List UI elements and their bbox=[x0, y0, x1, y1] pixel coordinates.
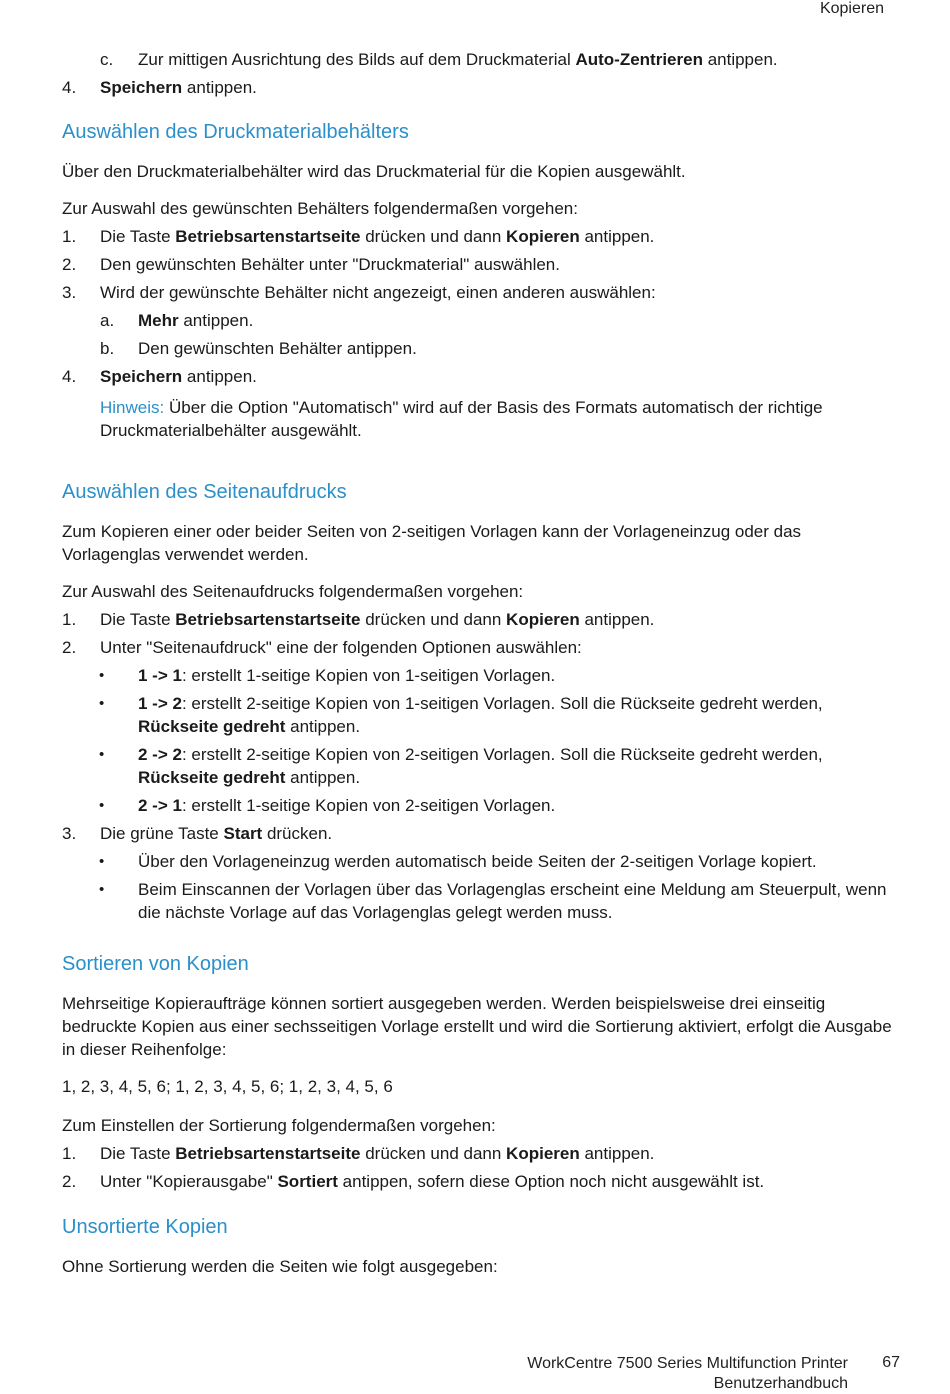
option-text: : erstellt 1-seitige Kopien von 1-seitigen Vorlagen. bbox=[181, 666, 556, 685]
list-item bbox=[62, 76, 892, 99]
bullet-marker: • bbox=[99, 881, 105, 898]
option-label: 1 -> 1 bbox=[138, 666, 182, 685]
option-text: : erstellt 2-seitige Kopien von 1-seitigen Vorlagen. Soll die Rückseite gedreht werden, bbox=[181, 694, 823, 713]
list-marker: 3. bbox=[62, 824, 77, 843]
step-text: antippen. bbox=[702, 50, 778, 69]
section-heading: Sortieren von Kopien bbox=[62, 953, 249, 975]
note bbox=[62, 396, 892, 442]
section-heading: Unsortierte Kopien bbox=[62, 1216, 228, 1238]
ui-term: Sortiert bbox=[277, 1172, 338, 1191]
list-item bbox=[62, 281, 892, 304]
bullet-item bbox=[62, 664, 892, 687]
list-marker: c. bbox=[100, 50, 114, 69]
note-text: Über die Option "Automatisch" wird auf der Basis des Formats automatisch der richtige Druckmaterialbehälter ausgewählt. bbox=[100, 398, 823, 440]
step-text: Wird der gewünschte Behälter nicht angezeigt, einen anderen auswählen: bbox=[100, 283, 656, 302]
option-label: 2 -> 2 bbox=[138, 745, 182, 764]
step-text: Die Taste bbox=[100, 227, 176, 246]
ui-term: Kopieren bbox=[506, 227, 580, 246]
list-marker: 1. bbox=[62, 227, 77, 246]
step-text: antippen. bbox=[579, 227, 655, 246]
ui-term: Betriebsartenstartseite bbox=[175, 227, 361, 246]
step-text: Die Taste bbox=[100, 610, 176, 629]
list-item bbox=[62, 1142, 892, 1165]
bullet-marker: • bbox=[99, 797, 105, 814]
step-text: Die grüne Taste bbox=[100, 824, 224, 843]
list-item bbox=[62, 636, 892, 659]
paragraph: Zur Auswahl des gewünschten Behälters folgendermaßen vorgehen: bbox=[62, 199, 578, 218]
bullet-marker: • bbox=[99, 667, 105, 684]
list-marker: b. bbox=[100, 339, 115, 358]
step-text: antippen, sofern diese Option noch nicht ausgewählt ist. bbox=[337, 1172, 765, 1191]
list-marker: 4. bbox=[62, 367, 77, 386]
paragraph: Zur Auswahl des Seitenaufdrucks folgendermaßen vorgehen: bbox=[62, 582, 524, 601]
ui-term: Start bbox=[223, 824, 263, 843]
list-item bbox=[62, 253, 892, 276]
ui-term: Kopieren bbox=[506, 1144, 580, 1163]
step-text: antippen. bbox=[579, 610, 655, 629]
list-marker: 3. bbox=[62, 283, 77, 302]
running-header: Kopieren bbox=[819, 0, 884, 17]
step-text: drücken und dann bbox=[360, 610, 507, 629]
list-marker: 2. bbox=[62, 638, 77, 657]
bullet-marker: • bbox=[99, 695, 105, 712]
ui-term: Speichern bbox=[100, 367, 183, 386]
bullet-item bbox=[62, 850, 892, 873]
ui-term: Kopieren bbox=[506, 610, 580, 629]
step-text: Unter "Seitenaufdruck" eine der folgenden Optionen auswählen: bbox=[100, 638, 582, 657]
paragraph: Zum Einstellen der Sortierung folgendermaßen vorgehen: bbox=[62, 1116, 496, 1135]
sequence: 1, 2, 3, 4, 5, 6; 1, 2, 3, 4, 5, 6; 1, 2, 3, 4, 5, 6 bbox=[62, 1077, 393, 1096]
note-label: Hinweis: bbox=[100, 398, 165, 417]
paragraph: Mehrseitige Kopieraufträge können sortiert ausgegeben werden. Werden beispielsweise drei einseitig bedruckte Kopien aus einer sechsseitigen Vorlage erstellt und wird die Sortierung aktiviert, erfolgt die Ausgabe in dieser Reihenfolge: bbox=[62, 994, 892, 1059]
list-marker: 2. bbox=[62, 255, 77, 274]
step-text: Den gewünschten Behälter antippen. bbox=[138, 339, 417, 358]
bullet-item bbox=[62, 692, 892, 738]
option-label: 1 -> 2 bbox=[138, 694, 182, 713]
list-item bbox=[62, 822, 892, 845]
list-item bbox=[62, 225, 892, 248]
step-text: Den gewünschten Behälter unter "Druckmaterial" auswählen. bbox=[100, 255, 560, 274]
list-item bbox=[62, 608, 892, 631]
ui-term: Mehr bbox=[138, 311, 179, 330]
list-item bbox=[62, 365, 892, 388]
step-text: drücken und dann bbox=[360, 227, 507, 246]
paragraph: Über den Druckmaterialbehälter wird das Druckmaterial für die Kopien ausgewählt. bbox=[62, 162, 686, 181]
list-marker: a. bbox=[100, 311, 115, 330]
bullet-text: Über den Vorlageneinzug werden automatisch beide Seiten der 2-seitigen Vorlage kopiert. bbox=[138, 852, 817, 871]
option-label: 2 -> 1 bbox=[138, 796, 182, 815]
option-text: : erstellt 2-seitige Kopien von 2-seitigen Vorlagen. Soll die Rückseite gedreht werden, bbox=[181, 745, 823, 764]
list-item bbox=[62, 1170, 892, 1193]
bullet-marker: • bbox=[99, 853, 105, 870]
bullet-item bbox=[62, 743, 892, 789]
list-marker: 1. bbox=[62, 1144, 77, 1163]
step-text: Zur mittigen Ausrichtung des Bilds auf dem Druckmaterial bbox=[138, 50, 576, 69]
step-text: antippen. bbox=[579, 1144, 655, 1163]
ui-term: Speichern bbox=[100, 78, 183, 97]
list-item bbox=[62, 48, 892, 71]
page-number: 67 bbox=[882, 1354, 900, 1371]
step-text: antippen. bbox=[182, 367, 257, 386]
bullet-marker: • bbox=[99, 746, 105, 763]
bullet-item bbox=[62, 794, 892, 817]
list-marker: 4. bbox=[62, 78, 77, 97]
list-marker: 2. bbox=[62, 1172, 77, 1191]
page-content bbox=[62, 48, 892, 1292]
ui-term: Betriebsartenstartseite bbox=[175, 1144, 361, 1163]
step-text: antippen. bbox=[178, 311, 254, 330]
bullet-item bbox=[62, 878, 892, 924]
page-footer bbox=[527, 1354, 848, 1394]
section-heading: Auswählen des Seitenaufdrucks bbox=[62, 481, 347, 503]
ui-term: Auto-Zentrieren bbox=[575, 50, 703, 69]
option-text: antippen. bbox=[285, 768, 361, 787]
ui-term: Rückseite gedreht bbox=[138, 717, 286, 736]
option-text: : erstellt 1-seitige Kopien von 2-seitigen Vorlagen. bbox=[181, 796, 556, 815]
step-text: Die Taste bbox=[100, 1144, 176, 1163]
footer-product: WorkCentre 7500 Series Multifunction Printer bbox=[527, 1355, 848, 1372]
list-item bbox=[62, 337, 892, 360]
list-marker: 1. bbox=[62, 610, 77, 629]
footer-doc-title: Benutzerhandbuch bbox=[713, 1375, 848, 1392]
ui-term: Rückseite gedreht bbox=[138, 768, 286, 787]
step-text: drücken. bbox=[262, 824, 333, 843]
section-heading: Auswählen des Druckmaterialbehälters bbox=[62, 121, 409, 143]
option-text: antippen. bbox=[285, 717, 361, 736]
ui-term: Betriebsartenstartseite bbox=[175, 610, 361, 629]
list-item bbox=[62, 309, 892, 332]
bullet-text: Beim Einscannen der Vorlagen über das Vorlagenglas erscheint eine Meldung am Steuerpult, wenn die nächste Vorlage auf das Vorlagenglas gelegt werden muss. bbox=[138, 880, 887, 922]
paragraph: Zum Kopieren einer oder beider Seiten von 2-seitigen Vorlagen kann der Vorlageneinzug oder das Vorlagenglas verwendet werden. bbox=[62, 522, 802, 564]
step-text: antippen. bbox=[182, 78, 257, 97]
step-text: drücken und dann bbox=[360, 1144, 507, 1163]
step-text: Unter "Kopierausgabe" bbox=[100, 1172, 278, 1191]
paragraph: Ohne Sortierung werden die Seiten wie folgt ausgegeben: bbox=[62, 1257, 498, 1276]
